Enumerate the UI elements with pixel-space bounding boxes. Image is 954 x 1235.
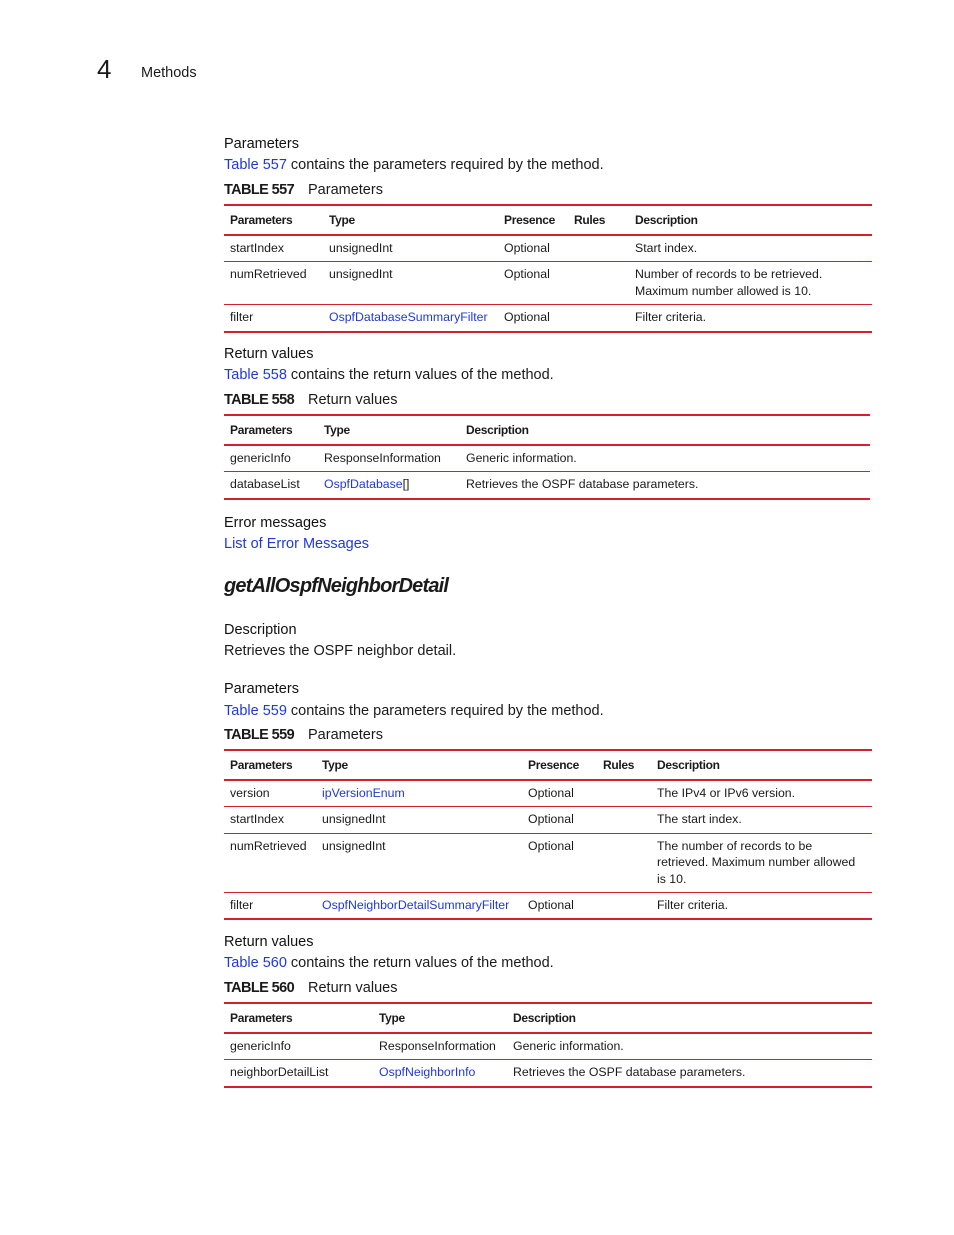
table-557-caption	[224, 182, 383, 198]
table-558-title: Return values	[308, 392, 398, 408]
table-559-number: TABLE 559	[224, 727, 295, 743]
parameters-intro	[224, 157, 604, 173]
table-cell: Generic information.	[460, 445, 870, 472]
column-header: Type	[318, 415, 460, 445]
table-560	[224, 1002, 872, 1088]
method-title: getAllOspfNeighborDetail	[224, 575, 449, 597]
return-values-intro-text: contains the return values of the method.	[286, 367, 554, 383]
table-557-link[interactable]: Table 557	[224, 157, 287, 173]
table-cell: Optional	[498, 262, 568, 305]
table-cell: genericInfo	[224, 1033, 373, 1060]
table-cell: Retrieves the OSPF database parameters.	[460, 472, 870, 499]
table-560-caption	[224, 980, 397, 996]
table-cell: genericInfo	[224, 445, 318, 472]
table-cell	[597, 780, 651, 807]
type-link[interactable]: OspfNeighborDetailSummaryFilter	[322, 898, 510, 913]
table-560-link[interactable]: Table 560	[224, 955, 287, 971]
column-header: Description	[460, 415, 870, 445]
description-text: Retrieves the OSPF neighbor detail.	[224, 643, 457, 659]
table-row	[224, 807, 872, 833]
table-cell: unsignedInt	[323, 262, 498, 305]
column-header: Type	[373, 1003, 507, 1033]
parameters-intro-2	[224, 703, 604, 719]
table-cell: Generic information.	[507, 1033, 872, 1060]
table-cell: filter	[224, 893, 316, 920]
error-messages-heading: Error messages	[224, 515, 327, 531]
table-cell: Optional	[522, 807, 597, 833]
table-557-title: Parameters	[308, 182, 383, 198]
table-row	[224, 1060, 872, 1087]
return-values-heading-2: Return values	[224, 934, 314, 950]
table-cell: Optional	[522, 833, 597, 892]
table-cell: Optional	[522, 893, 597, 920]
table-cell	[373, 1060, 507, 1087]
error-messages-link[interactable]: List of Error Messages	[224, 536, 370, 552]
type-link[interactable]: OspfNeighborInfo	[379, 1065, 476, 1080]
table-cell: unsignedInt	[316, 833, 522, 892]
table-cell: unsignedInt	[316, 807, 522, 833]
parameters-intro-text-2: contains the parameters required by the method.	[286, 703, 604, 719]
parameters-heading: Parameters	[224, 136, 299, 152]
column-header: Parameters	[224, 1003, 373, 1033]
array-suffix: []	[402, 477, 410, 492]
table-cell: numRetrieved	[224, 833, 316, 892]
table-cell: Optional	[498, 235, 568, 262]
table-559-caption	[224, 727, 383, 743]
table-row	[224, 262, 872, 305]
table-cell: Retrieves the OSPF database parameters.	[507, 1060, 872, 1087]
table-cell: startIndex	[224, 235, 323, 262]
table-cell: ResponseInformation	[373, 1033, 507, 1060]
table-cell: Filter criteria.	[629, 305, 872, 332]
table-558	[224, 414, 870, 500]
error-messages-intro	[224, 536, 369, 552]
table-cell	[316, 893, 522, 920]
table-559-title: Parameters	[308, 727, 383, 743]
table-row	[224, 305, 872, 332]
table-558-link[interactable]: Table 558	[224, 367, 287, 383]
type-link[interactable]: OspfDatabase	[324, 477, 403, 492]
table-cell: Number of records to be retrieved. Maximum number allowed is 10.	[629, 262, 872, 305]
return-values-heading: Return values	[224, 346, 314, 362]
table-558-caption	[224, 392, 397, 408]
description-heading: Description	[224, 622, 297, 638]
column-header: Parameters	[224, 415, 318, 445]
table-560-number: TABLE 560	[224, 980, 295, 996]
table-cell: Start index.	[629, 235, 872, 262]
table-row	[224, 780, 872, 807]
return-values-intro-2	[224, 955, 554, 971]
table-row	[224, 1033, 872, 1060]
table-cell: unsignedInt	[323, 235, 498, 262]
column-header: Description	[629, 205, 872, 235]
column-header: Parameters	[224, 750, 316, 780]
table-cell: neighborDetailList	[224, 1060, 373, 1087]
table-cell	[318, 472, 460, 499]
type-link[interactable]: OspfDatabaseSummaryFilter	[329, 310, 488, 325]
table-cell	[568, 262, 629, 305]
table-cell	[568, 235, 629, 262]
table-cell	[568, 305, 629, 332]
table-560-title: Return values	[308, 980, 398, 996]
return-values-intro-text-2: contains the return values of the method.	[286, 955, 554, 971]
column-header: Rules	[568, 205, 629, 235]
table-cell: numRetrieved	[224, 262, 323, 305]
parameters-intro-text: contains the parameters required by the method.	[286, 157, 604, 173]
table-cell: The number of records to be retrieved. Maximum number allowed is 10.	[651, 833, 872, 892]
table-cell: startIndex	[224, 807, 316, 833]
column-header: Presence	[498, 205, 568, 235]
table-cell: ResponseInformation	[318, 445, 460, 472]
column-header: Parameters	[224, 205, 323, 235]
table-cell: Optional	[522, 780, 597, 807]
table-559	[224, 749, 872, 920]
table-cell: version	[224, 780, 316, 807]
table-row	[224, 235, 872, 262]
table-cell: filter	[224, 305, 323, 332]
chapter-title: Methods	[141, 65, 197, 81]
return-values-intro	[224, 367, 554, 383]
table-557	[224, 204, 872, 333]
table-cell	[316, 780, 522, 807]
table-row	[224, 472, 870, 499]
column-header: Description	[507, 1003, 872, 1033]
table-cell	[323, 305, 498, 332]
table-cell: The start index.	[651, 807, 872, 833]
table-cell	[597, 893, 651, 920]
table-559-link[interactable]: Table 559	[224, 703, 287, 719]
table-cell: databaseList	[224, 472, 318, 499]
column-header: Type	[316, 750, 522, 780]
table-557-number: TABLE 557	[224, 182, 295, 198]
table-cell: Optional	[498, 305, 568, 332]
column-header: Description	[651, 750, 872, 780]
column-header: Rules	[597, 750, 651, 780]
column-header: Type	[323, 205, 498, 235]
table-row	[224, 833, 872, 892]
column-header: Presence	[522, 750, 597, 780]
parameters-heading-2: Parameters	[224, 681, 299, 697]
table-row	[224, 893, 872, 920]
table-cell: Filter criteria.	[651, 893, 872, 920]
chapter-number: 4	[97, 54, 112, 84]
type-link[interactable]: ipVersionEnum	[322, 786, 405, 800]
table-row	[224, 445, 870, 472]
table-558-number: TABLE 558	[224, 392, 295, 408]
table-cell	[597, 833, 651, 892]
table-cell	[597, 807, 651, 833]
table-cell: The IPv4 or IPv6 version.	[651, 780, 872, 807]
